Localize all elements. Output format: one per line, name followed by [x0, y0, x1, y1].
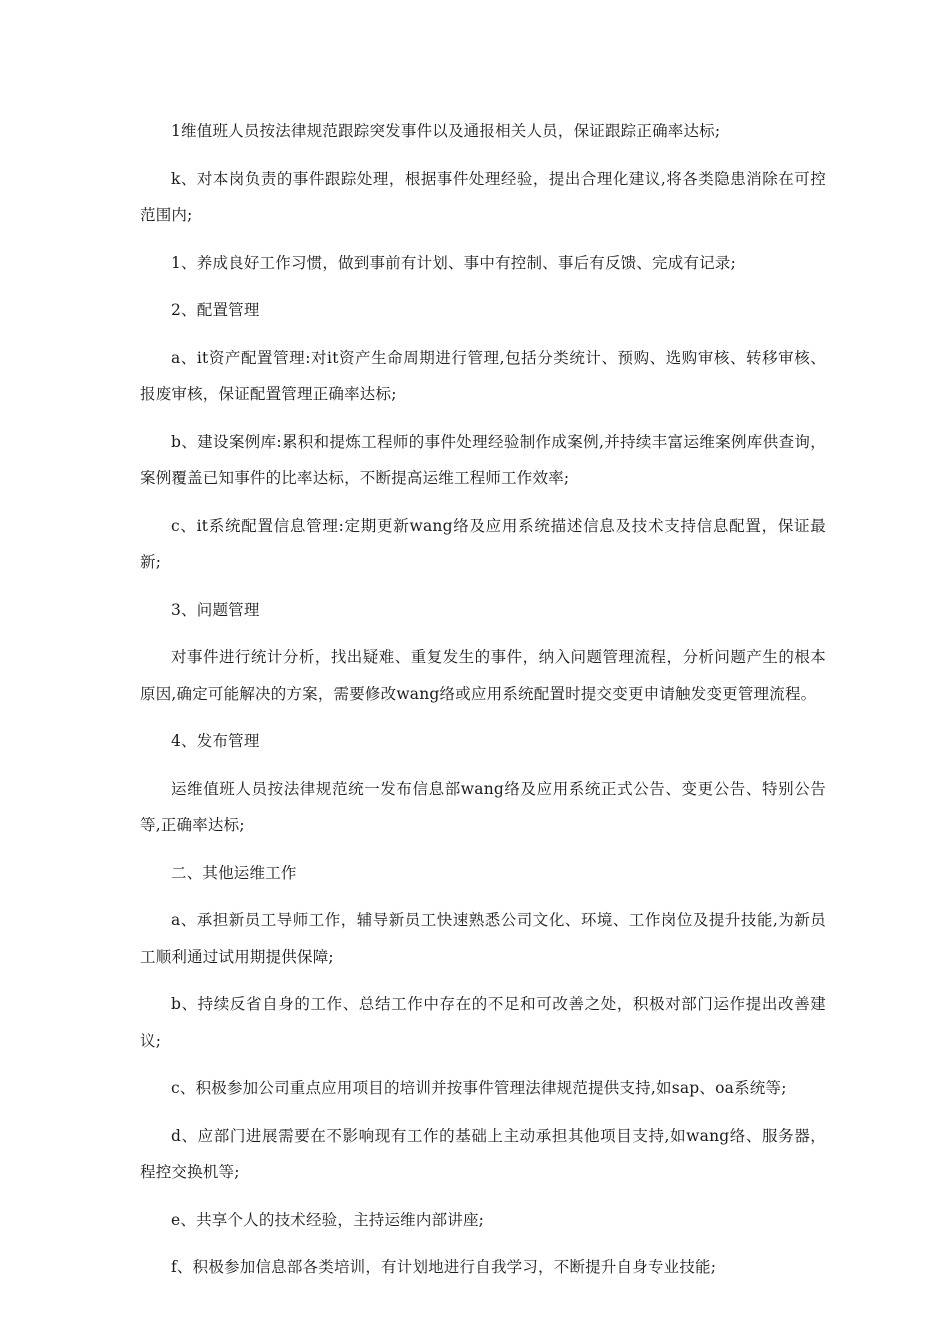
paragraph: d、应部门进展需要在不影响现有工作的基础上主动承担其他项目支持,如wang络、服务器，程控交换机等;: [140, 1126, 826, 1181]
paragraph: b、持续反省自身的工作、总结工作中存在的不足和可改善之处，积极对部门运作提出改善建议;: [140, 995, 826, 1050]
paragraph: e、共享个人的技术经验，主持运维内部讲座;: [171, 1210, 485, 1229]
section-heading: 二、其他运维工作: [171, 863, 297, 882]
paragraph: f、积极参加信息部各类培训，有计划地进行自我学习，不断提升自身专业技能;: [171, 1258, 717, 1276]
section-heading: 2、配置管理: [171, 301, 260, 319]
paragraph: a、承担新员工导师工作，辅导新员工快速熟悉公司文化、环境、工作岗位及提升技能,为新员工顺利通过试用期提供保障;: [140, 911, 826, 966]
paragraph: a、it资产配置管理:对it资产生命周期进行管理,包括分类统计、预购、选购审核、转移审核、报废审核，保证配置管理正确率达标;: [140, 348, 826, 403]
paragraph: k、对本岗负责的事件跟踪处理，根据事件处理经验，提出合理化建议,将各类隐患消除在可控范围内;: [140, 169, 826, 224]
paragraph: 对事件进行统计分析，找出疑难、重复发生的事件，纳入问题管理流程，分析问题产生的根本原因,确定可能解决的方案，需要修改wang络或应用系统配置时提交变更申请触发变更管理流程。: [140, 648, 826, 703]
paragraph: c、it系统配置信息管理:定期更新wang络及应用系统描述信息及技术支持信息配置，保证最新;: [140, 516, 826, 571]
document-body: [140, 113, 826, 1297]
paragraph: b、建设案例库:累积和提炼工程师的事件处理经验制作成案例,并持续丰富运维案例库供查询，案例覆盖已知事件的比率达标，不断提高运维工程师工作效率;: [140, 432, 826, 487]
paragraph: 1、养成良好工作习惯，做到事前有计划、事中有控制、事后有反馈、完成有记录;: [171, 253, 736, 272]
paragraph: 运维值班人员按法律规范统一发布信息部wang络及应用系统正式公告、变更公告、特别公告等,正确率达标;: [140, 779, 826, 834]
paragraph: c、积极参加公司重点应用项目的培训并按事件管理法律规范提供支持,如sap、oa系统等;: [171, 1079, 787, 1097]
section-heading: 4、发布管理: [171, 732, 260, 750]
section-heading: 3、问题管理: [171, 600, 260, 619]
paragraph: 1维值班人员按法律规范跟踪突发事件以及通报相关人员，保证跟踪正确率达标;: [171, 122, 721, 140]
